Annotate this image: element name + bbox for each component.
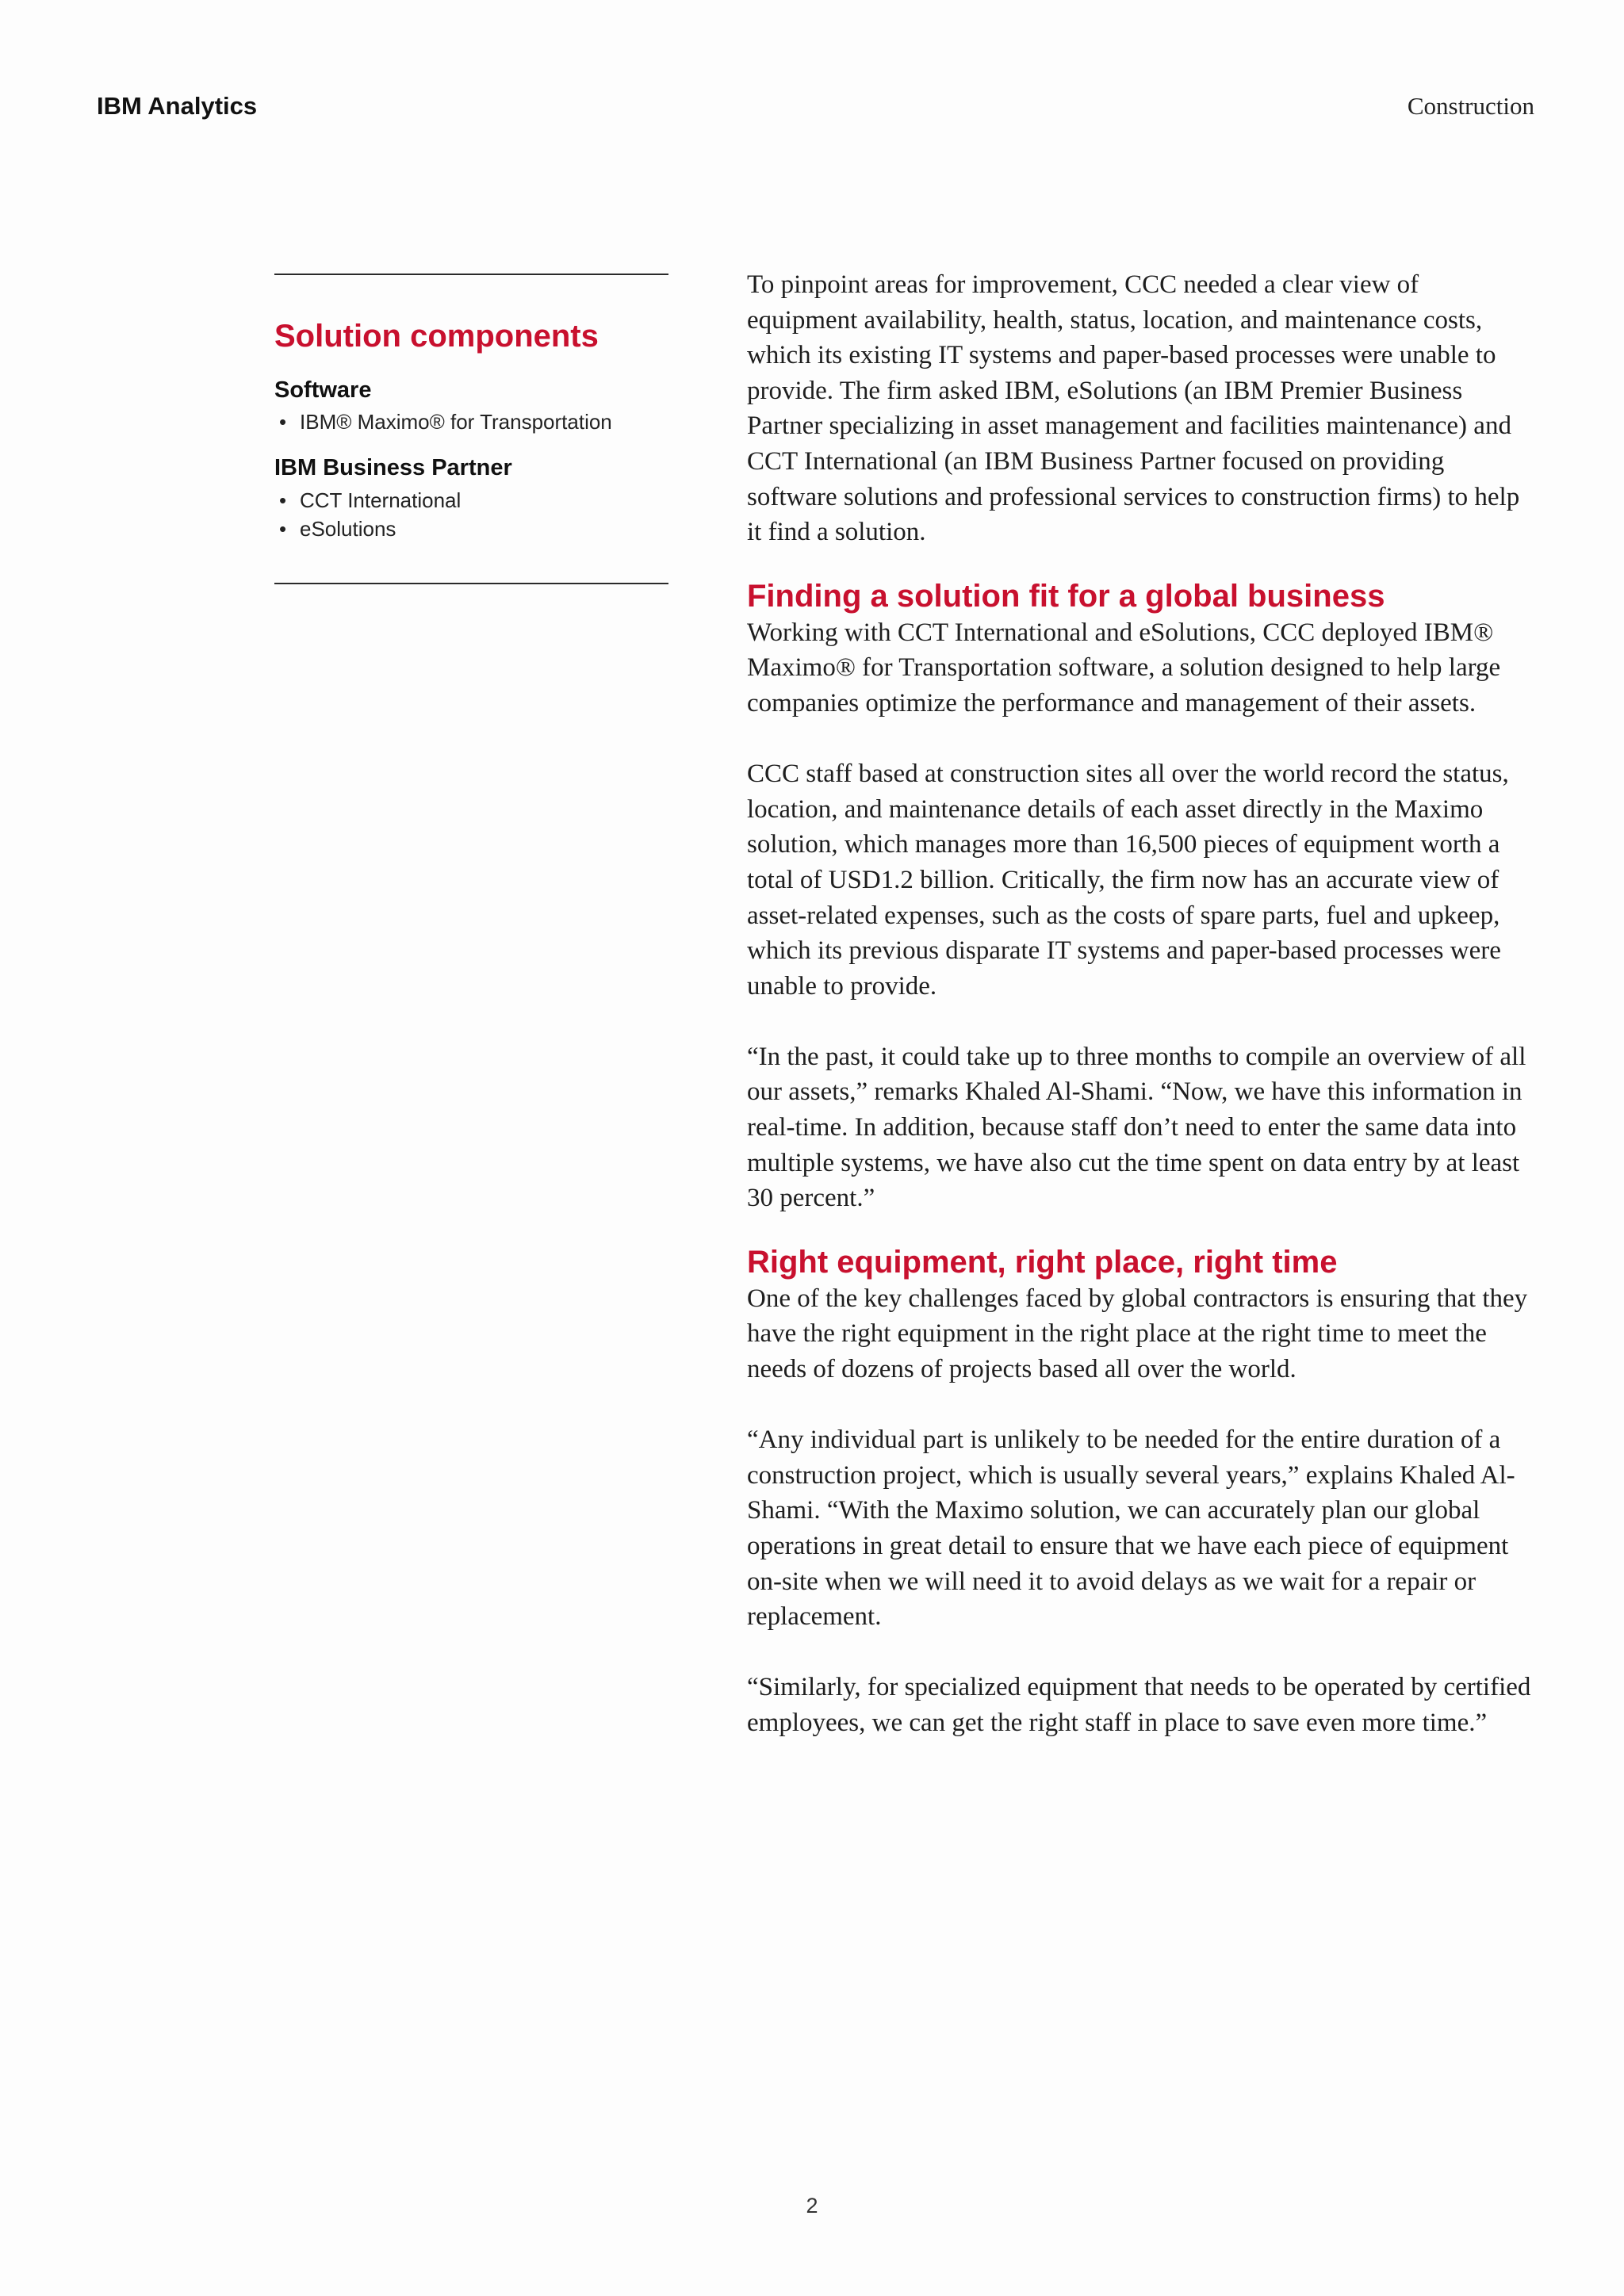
body-paragraph: Working with CCT International and eSolutions, CCC deployed IBM® Maximo® for Transportation software, a solution designed to help large companies optimize the performance and management of their assets.: [747, 618, 1501, 718]
quote-paragraph: “Similarly, for specialized equipment that needs to be operated by certified employees, we can get the right staff in place to save even more time.”: [747, 1673, 1531, 1737]
body-paragraph: CCC staff based at construction sites all over the world record the status, location, and maintenance details of each asset directly in the Maximo solution, which manages more than 16,500 pieces of equipment worth a total of USD1.2 billion. Critically, the firm now has an accurate view of asset-related expenses, such as the costs of spare parts, fuel and upkeep, which its previous disparate IT systems and paper-based processes were unable to provide.: [747, 760, 1509, 1001]
sidebar-top-divider: [274, 274, 668, 275]
header-brand: IBM Analytics: [97, 92, 258, 120]
section-heading-right-equipment: Right equipment, right place, right time: [747, 1244, 1338, 1280]
solution-components-panel: [274, 274, 668, 543]
intro-paragraph: To pinpoint areas for improvement, CCC needed a clear view of equipment availability, health, status, location, and maintenance costs, which its existing IT systems and paper-based processes were unable to provide. The firm asked IBM, eSolutions (an IBM Premier Business Partner specializing in asset management and facilities maintenance) and CCT International (an IBM Business Partner focused on providing software solutions and professional services to construction firms) to help it find a solution.: [747, 270, 1520, 547]
page-number: 2: [806, 2194, 818, 2218]
solution-components-title: Solution components: [274, 319, 599, 354]
business-partner-heading: IBM Business Partner: [274, 455, 512, 481]
quote-paragraph: “In the past, it could take up to three months to compile an overview of all our assets,” remarks Khaled Al-Shami. “Now, we have this information in real-time. In addition, because staff don’t need to enter the same data into multiple systems, we have also cut the time spent on data entry by at least 30 percent.”: [747, 1042, 1526, 1213]
sidebar-bottom-divider: [274, 583, 668, 584]
section-heading-finding-solution: Finding a solution fit for a global business: [747, 578, 1385, 614]
list-item: • CCT International: [274, 486, 668, 515]
software-list: [274, 408, 668, 436]
quote-paragraph: “Any individual part is unlikely to be needed for the entire duration of a construction project, which is usually several years,” explains Khaled Al-Shami. “With the Maximo solution, we can accurately plan our global operations in great detail to ensure that we have each piece of equipment on-site when we will need it to avoid delays as we wait for a repair or replacement.: [747, 1425, 1515, 1632]
software-heading: Software: [274, 377, 372, 403]
business-partner-list: [274, 486, 668, 543]
body-paragraph: One of the key challenges faced by global contractors is ensuring that they have the right equipment in the right place at the right time to meet the needs of dozens of projects based all over the world.: [747, 1284, 1528, 1384]
list-item: • IBM® Maximo® for Transportation: [274, 408, 668, 436]
list-item: • eSolutions: [274, 515, 668, 543]
header-section-title: Construction: [1407, 92, 1534, 120]
main-article: [747, 267, 1534, 1741]
